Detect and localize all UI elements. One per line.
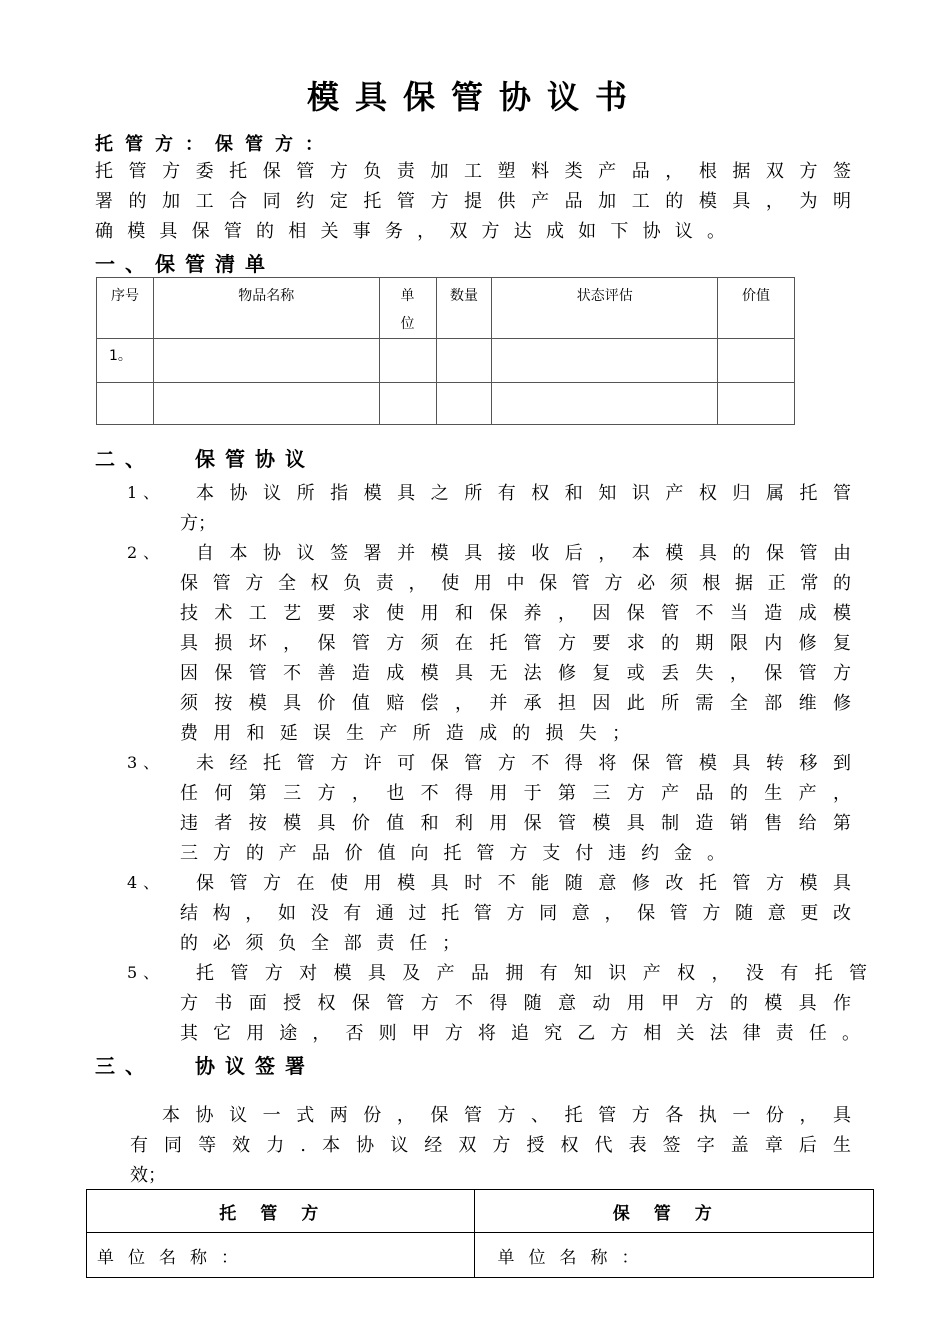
table-cell	[379, 383, 436, 425]
table-header-cell: 数量	[436, 278, 492, 339]
entrusting-unit-name-field[interactable]: 单位名称：	[87, 1233, 475, 1278]
intro-line: 署的加工合同约定托管方提供产品加工的模具，为明	[95, 191, 851, 212]
signing-line: 本协议一式两份，保管方、托管方各执一份，具	[162, 1105, 851, 1126]
table-header-cell: 价值	[718, 278, 795, 339]
signing-line: 有同等效力.本协议经双方授权代表签字盖章后生	[130, 1135, 851, 1156]
item-line: 本协议所指模具之所有权和知识产权归属托管	[196, 483, 851, 504]
item-line: 方书面授权保管方不得随意动用甲方的模具作	[180, 993, 851, 1014]
table-header-cell: 物品名称	[153, 278, 379, 339]
table-cell	[97, 383, 154, 425]
table-cell	[153, 383, 379, 425]
agreement-item	[180, 749, 851, 869]
custodian-party-header: 保管方	[475, 1190, 874, 1233]
item-line: 三方的产品价值向托管方支付违约金。	[180, 843, 725, 864]
item-line: 托管方对模具及产品拥有知识产权，没有托管	[196, 963, 867, 984]
item-number: 2、	[127, 543, 166, 562]
item-line: 因保管不善造成模具无法修复或丢失，保管方	[180, 663, 851, 684]
item-line: 方；	[180, 513, 216, 534]
table-header-cell: 单位	[379, 278, 436, 339]
item-line: 未经托管方许可保管方不得将保管模具转移到	[196, 753, 851, 774]
agreement-item	[180, 479, 851, 539]
item-line: 保管方全权负责，使用中保管方必须根据正常的	[180, 573, 851, 594]
signature-header-row	[87, 1190, 874, 1233]
signing-line: 效；	[130, 1165, 166, 1186]
item-line: 费用和延误生产所造成的损失；	[180, 723, 630, 744]
item-line: 其它用途，否则甲方将追究乙方相关法律责任。	[180, 1023, 860, 1044]
signing-paragraph	[130, 1101, 851, 1191]
table-cell	[436, 339, 492, 383]
item-line: 具损坏，保管方须在托管方要求的期限内修复	[180, 633, 851, 654]
signature-table	[86, 1189, 874, 1278]
item-line: 违者按模具价值和利用保管模具制造销售给第	[180, 813, 851, 834]
parties-line: 托管方：保管方：	[95, 134, 335, 155]
section3-heading	[95, 1050, 495, 1079]
custody-list-table	[96, 277, 795, 425]
item-line: 保管方在使用模具时不能随意修改托管方模具	[196, 873, 851, 894]
table-header-row	[97, 278, 795, 339]
section2-heading	[95, 443, 495, 472]
table-cell	[718, 383, 795, 425]
item-number: 3、	[127, 753, 166, 772]
intro-line: 确模具保管的相关事务，双方达成如下协议。	[95, 221, 725, 242]
table-cell: 1。	[97, 339, 154, 383]
item-number: 4、	[127, 873, 166, 892]
item-line: 技术工艺要求使用和保养，因保管不当造成模	[180, 603, 851, 624]
agreement-item	[180, 539, 851, 749]
item-number: 1、	[127, 483, 166, 502]
table-cell	[492, 339, 718, 383]
table-header-cell: 状态评估	[492, 278, 718, 339]
table-row	[97, 339, 795, 383]
item-line: 自本协议签署并模具接收后，本模具的保管由	[196, 543, 851, 564]
item-line: 任何第三方，也不得用于第三方产品的生产，	[180, 783, 851, 804]
agreement-item	[180, 959, 867, 1049]
intro-paragraph	[95, 157, 851, 247]
page-title: 模具保管协议书	[306, 78, 643, 116]
entrusting-party-header: 托管方	[87, 1190, 475, 1233]
table-cell	[379, 339, 436, 383]
item-line: 须按模具价值赔偿，并承担因此所需全部维修	[180, 693, 851, 714]
intro-line: 托管方委托保管方负责加工塑料类产品，根据双方签	[95, 161, 851, 182]
section3-title: 协议签署	[195, 1054, 315, 1078]
custodian-unit-name-field[interactable]: 单位名称：	[475, 1233, 874, 1278]
signature-row	[87, 1233, 874, 1278]
item-number: 5、	[127, 963, 166, 982]
table-cell	[436, 383, 492, 425]
section2-title: 保管协议	[195, 447, 315, 471]
table-row	[97, 383, 795, 425]
table-cell	[718, 339, 795, 383]
table-header-cell: 序号	[97, 278, 154, 339]
item-line: 结构，如没有通过托管方同意，保管方随意更改	[180, 903, 851, 924]
section3-number: 三、	[95, 1054, 155, 1078]
table-cell	[492, 383, 718, 425]
section1-heading: 一、保管清单	[95, 252, 275, 276]
table-cell	[153, 339, 379, 383]
item-line: 的必须负全部责任；	[180, 933, 460, 954]
section2-number: 二、	[95, 447, 155, 471]
agreement-item	[180, 869, 851, 959]
